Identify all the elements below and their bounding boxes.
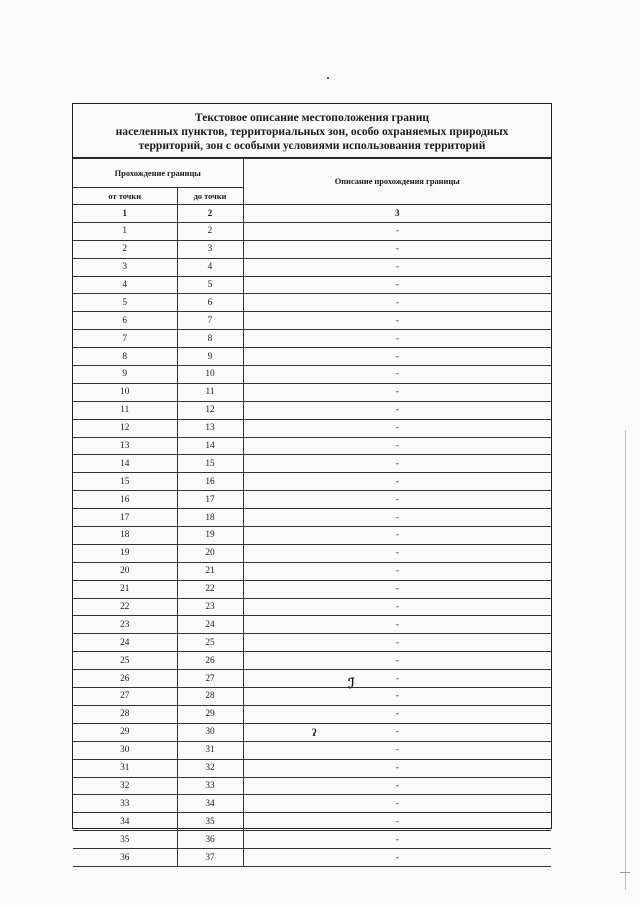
- row-to-point: 36: [177, 831, 243, 849]
- row-description: -: [243, 705, 551, 723]
- title-line-2: населенных пунктов, территориальных зон, особо охраняемых природных: [115, 124, 509, 138]
- row-description: -: [243, 527, 551, 545]
- scan-speck: [327, 77, 329, 79]
- table-row: [73, 831, 551, 849]
- table-row: [73, 527, 551, 545]
- row-to-point: 8: [177, 330, 243, 348]
- row-to-point: 16: [177, 473, 243, 491]
- row-from-point: 27: [73, 688, 177, 706]
- handwritten-mark: ℐ: [348, 677, 355, 692]
- row-to-point: 11: [177, 383, 243, 401]
- table-row: [73, 294, 551, 312]
- row-from-point: 25: [73, 652, 177, 670]
- table-row: [73, 509, 551, 527]
- row-description: -: [243, 544, 551, 562]
- row-to-point: 25: [177, 634, 243, 652]
- row-from-point: 36: [73, 849, 177, 867]
- row-to-point: 4: [177, 258, 243, 276]
- table-row: [73, 795, 551, 813]
- row-description: -: [243, 616, 551, 634]
- row-from-point: 21: [73, 580, 177, 598]
- row-description: -: [243, 330, 551, 348]
- row-from-point: 26: [73, 670, 177, 688]
- row-to-point: 6: [177, 294, 243, 312]
- row-from-point: 16: [73, 491, 177, 509]
- row-from-point: 13: [73, 437, 177, 455]
- row-from-point: 23: [73, 616, 177, 634]
- row-description: -: [243, 723, 551, 741]
- table-row: [73, 312, 551, 330]
- row-description: -: [243, 419, 551, 437]
- row-to-point: 3: [177, 240, 243, 258]
- header-description: Описание прохождения границы: [243, 159, 551, 205]
- table-row: [73, 616, 551, 634]
- row-to-point: 9: [177, 348, 243, 366]
- column-number-1: 1: [73, 205, 177, 223]
- row-description: -: [243, 580, 551, 598]
- table-row: [73, 366, 551, 384]
- table-row: [73, 383, 551, 401]
- row-from-point: 14: [73, 455, 177, 473]
- table-row: [73, 222, 551, 240]
- header-to-point: до точки: [177, 188, 243, 205]
- row-from-point: 8: [73, 348, 177, 366]
- row-to-point: 37: [177, 849, 243, 867]
- boundary-points-table: [73, 158, 551, 867]
- table-body: [73, 205, 551, 867]
- row-to-point: 15: [177, 455, 243, 473]
- row-from-point: 5: [73, 294, 177, 312]
- row-to-point: 23: [177, 598, 243, 616]
- row-to-point: 14: [177, 437, 243, 455]
- row-description: -: [243, 294, 551, 312]
- row-from-point: 32: [73, 777, 177, 795]
- row-to-point: 7: [177, 312, 243, 330]
- row-description: -: [243, 741, 551, 759]
- row-description: -: [243, 831, 551, 849]
- row-from-point: 4: [73, 276, 177, 294]
- title-line-3: территорий, зон с особыми условиями использования территорий: [138, 138, 486, 152]
- document-title: [73, 104, 551, 158]
- row-description: -: [243, 258, 551, 276]
- row-to-point: 28: [177, 688, 243, 706]
- table-row: [73, 491, 551, 509]
- row-description: -: [243, 688, 551, 706]
- row-to-point: 18: [177, 509, 243, 527]
- row-to-point: 33: [177, 777, 243, 795]
- row-from-point: 9: [73, 366, 177, 384]
- table-row: [73, 473, 551, 491]
- handwritten-mark-small: ʔ: [312, 728, 317, 739]
- row-from-point: 22: [73, 598, 177, 616]
- row-from-point: 18: [73, 527, 177, 545]
- row-from-point: 7: [73, 330, 177, 348]
- row-description: -: [243, 348, 551, 366]
- table-row: [73, 652, 551, 670]
- row-to-point: 34: [177, 795, 243, 813]
- row-to-point: 22: [177, 580, 243, 598]
- row-description: -: [243, 634, 551, 652]
- row-from-point: 20: [73, 562, 177, 580]
- row-description: -: [243, 383, 551, 401]
- row-from-point: 11: [73, 401, 177, 419]
- row-from-point: 1: [73, 222, 177, 240]
- row-to-point: 27: [177, 670, 243, 688]
- table-row: [73, 544, 551, 562]
- row-to-point: 31: [177, 741, 243, 759]
- row-description: -: [243, 473, 551, 491]
- column-number-2: 2: [177, 205, 243, 223]
- row-description: -: [243, 312, 551, 330]
- row-description: -: [243, 240, 551, 258]
- row-from-point: 2: [73, 240, 177, 258]
- row-description: -: [243, 849, 551, 867]
- table-row: [73, 348, 551, 366]
- row-to-point: 17: [177, 491, 243, 509]
- row-description: -: [243, 509, 551, 527]
- row-description: -: [243, 276, 551, 294]
- table-row: [73, 455, 551, 473]
- table-row: [73, 419, 551, 437]
- row-from-point: 24: [73, 634, 177, 652]
- row-description: -: [243, 401, 551, 419]
- table-row: [73, 562, 551, 580]
- table-row: [73, 670, 551, 688]
- row-from-point: 15: [73, 473, 177, 491]
- row-to-point: 12: [177, 401, 243, 419]
- table-row: [73, 849, 551, 867]
- row-from-point: 10: [73, 383, 177, 401]
- row-to-point: 21: [177, 562, 243, 580]
- row-to-point: 13: [177, 419, 243, 437]
- row-to-point: 24: [177, 616, 243, 634]
- row-from-point: 3: [73, 258, 177, 276]
- row-from-point: 30: [73, 741, 177, 759]
- row-to-point: 19: [177, 527, 243, 545]
- row-to-point: 10: [177, 366, 243, 384]
- title-line-1: Текстовое описание местоположения границ: [194, 110, 430, 124]
- table-row: [73, 258, 551, 276]
- scan-edge-dash: [620, 872, 630, 873]
- row-description: -: [243, 366, 551, 384]
- header-from-point: от точки: [73, 188, 177, 205]
- table-row: [73, 276, 551, 294]
- row-from-point: 17: [73, 509, 177, 527]
- table-row: [73, 741, 551, 759]
- table-row: [73, 759, 551, 777]
- table-row: [73, 813, 551, 831]
- row-from-point: 31: [73, 759, 177, 777]
- row-from-point: 33: [73, 795, 177, 813]
- column-number-row: [73, 205, 551, 223]
- row-description: -: [243, 670, 551, 688]
- row-description: -: [243, 813, 551, 831]
- table-row: [73, 240, 551, 258]
- row-to-point: 5: [177, 276, 243, 294]
- table-row: [73, 330, 551, 348]
- row-description: -: [243, 759, 551, 777]
- row-description: -: [243, 437, 551, 455]
- table-row: [73, 634, 551, 652]
- row-to-point: 29: [177, 705, 243, 723]
- row-from-point: 34: [73, 813, 177, 831]
- table-row: [73, 437, 551, 455]
- table-row: [73, 401, 551, 419]
- row-from-point: 6: [73, 312, 177, 330]
- row-to-point: 26: [177, 652, 243, 670]
- table-row: [73, 598, 551, 616]
- table-row: [73, 688, 551, 706]
- table-row: [73, 705, 551, 723]
- row-to-point: 35: [177, 813, 243, 831]
- row-description: -: [243, 491, 551, 509]
- row-from-point: 29: [73, 723, 177, 741]
- row-to-point: 20: [177, 544, 243, 562]
- boundary-description-table-frame: [72, 103, 552, 863]
- table-row: [73, 580, 551, 598]
- row-to-point: 2: [177, 222, 243, 240]
- row-to-point: 32: [177, 759, 243, 777]
- row-to-point: 30: [177, 723, 243, 741]
- scan-edge-line: [625, 430, 626, 890]
- row-description: -: [243, 222, 551, 240]
- column-number-3: 3: [243, 205, 551, 223]
- row-from-point: 12: [73, 419, 177, 437]
- row-description: -: [243, 598, 551, 616]
- table-row: [73, 777, 551, 795]
- row-description: -: [243, 795, 551, 813]
- row-description: -: [243, 777, 551, 795]
- row-description: -: [243, 562, 551, 580]
- header-passage: Прохождение границы: [73, 159, 243, 188]
- row-from-point: 19: [73, 544, 177, 562]
- row-from-point: 28: [73, 705, 177, 723]
- row-description: -: [243, 652, 551, 670]
- row-description: -: [243, 455, 551, 473]
- row-from-point: 35: [73, 831, 177, 849]
